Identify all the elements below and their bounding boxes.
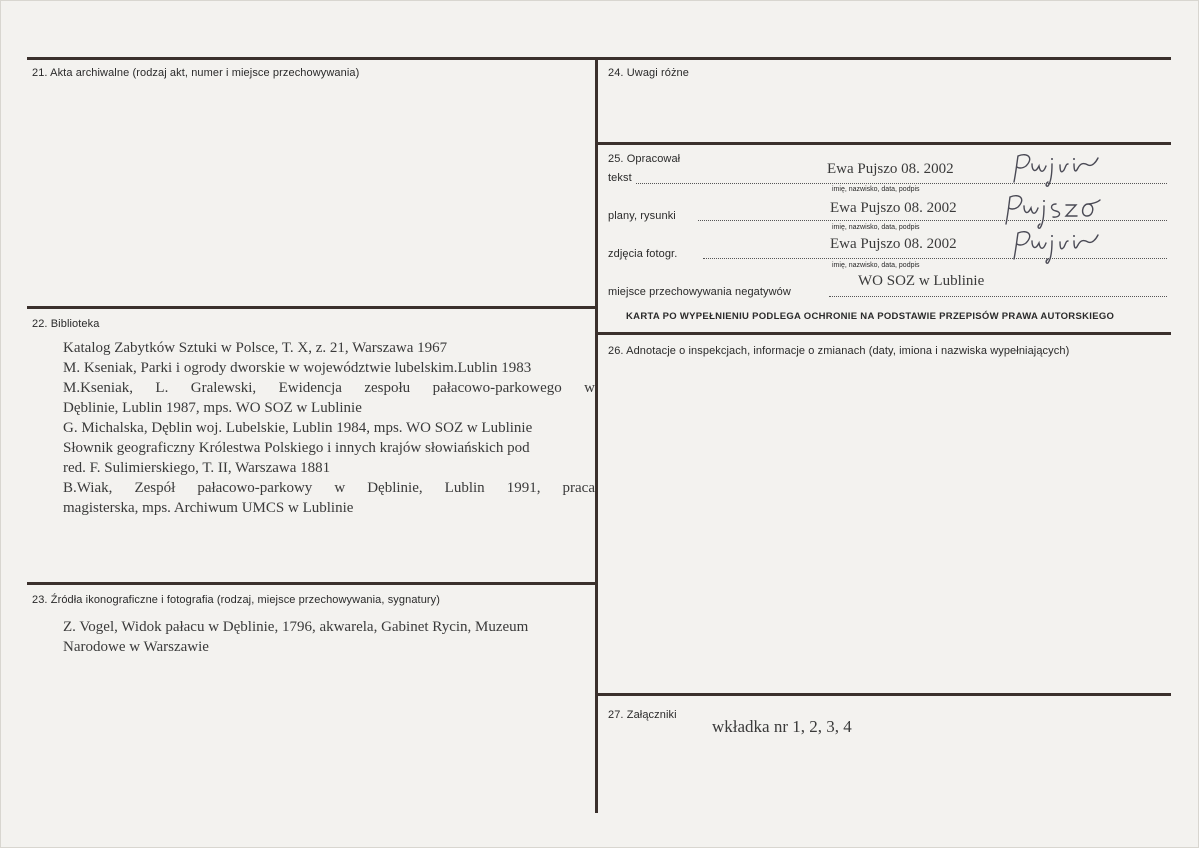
- bibliography-line: red. F. Sulimierskiego, T. II, Warszawa 1881: [63, 460, 331, 476]
- bibliography-line: Słownik geograficzny Królestwa Polskiego i innych krajów słowiańskich pod: [63, 440, 530, 456]
- section-22-label: 22. Biblioteka: [32, 318, 100, 330]
- divider-21-22: [27, 306, 597, 309]
- bibliography-line: B.Wiak, Zespół pałacowo-parkowy w Dęblinie, Lublin 1991, praca: [63, 480, 595, 496]
- copyright-notice: KARTA PO WYPEŁNIENIU PODLEGA OCHRONIE NA PODSTAWIE PRZEPISÓW PRAWA AUTORSKIEGO: [626, 311, 1115, 322]
- section-27-value: wkładka nr 1, 2, 3, 4: [712, 717, 852, 736]
- bibliography-line: M.Kseniak, L. Gralewski, Ewidencja zespołu pałacowo-parkowego w: [63, 380, 595, 396]
- divider-24-25: [595, 142, 1171, 145]
- source-line: Z. Vogel, Widok pałacu w Dęblinie, 1796, akwarela, Gabinet Rycin, Muzeum: [63, 619, 529, 635]
- section-27-label: 27. Załączniki: [608, 709, 677, 721]
- plany-label: plany, rysunki: [608, 210, 676, 222]
- section-23-label: 23. Źródła ikonograficzne i fotografia (rodzaj, miejsce przechowywania, sygnatury): [32, 594, 441, 606]
- bibliography-line: Katalog Zabytków Sztuki w Polsce, T. X, z. 21, Warszawa 1967: [63, 340, 448, 356]
- divider-26-27: [595, 693, 1171, 696]
- bibliography-line: M. Kseniak, Parki i ogrody dworskie w województwie lubelskim.Lublin 1983: [63, 360, 532, 376]
- divider-25-26: [595, 332, 1171, 335]
- zdjecia-caption: imię, nazwisko, data, podpis: [832, 262, 920, 269]
- section-21-label: 21. Akta archiwalne (rodzaj akt, numer i miejsce przechowywania): [32, 67, 360, 79]
- negatywy-label: miejsce przechowywania negatywów: [608, 286, 791, 298]
- section-22-bibliography: [63, 338, 595, 518]
- plany-value: Ewa Pujszo 08. 2002: [830, 200, 957, 216]
- plany-caption: imię, nazwisko, data, podpis: [832, 224, 920, 231]
- tekst-label: tekst: [608, 172, 632, 184]
- negatywy-dotted-line: [829, 296, 1167, 297]
- zdjecia-value: Ewa Pujszo 08. 2002: [830, 236, 957, 252]
- divider-22-23: [27, 582, 597, 585]
- section-24-label: 24. Uwagi różne: [608, 67, 689, 79]
- tekst-caption: imię, nazwisko, data, podpis: [832, 186, 920, 193]
- center-divider: [595, 57, 598, 813]
- bibliography-line: Dęblinie, Lublin 1987, mps. WO SOZ w Lublinie: [63, 400, 362, 416]
- bibliography-line: magisterska, mps. Archiwum UMCS w Lublinie: [63, 500, 354, 516]
- negatywy-value: WO SOZ w Lublinie: [858, 273, 985, 289]
- signature-plany: [1000, 192, 1105, 230]
- section-26-label: 26. Adnotacje o inspekcjach, informacje o zmianach (daty, imiona i nazwiska wypełniających): [608, 345, 1070, 357]
- tekst-value: Ewa Pujszo 08. 2002: [827, 161, 954, 177]
- source-line: Narodowe w Warszawie: [63, 639, 209, 655]
- signature-tekst: [1008, 152, 1103, 188]
- section-23-sources: [63, 617, 595, 657]
- top-rule: [27, 57, 1171, 60]
- section-25-label: 25. Opracował: [608, 153, 681, 165]
- bibliography-line: G. Michalska, Dęblin woj. Lubelskie, Lublin 1984, mps. WO SOZ w Lublinie: [63, 420, 533, 436]
- signature-zdjecia: [1008, 229, 1103, 265]
- zdjecia-label: zdjęcia fotogr.: [608, 248, 678, 260]
